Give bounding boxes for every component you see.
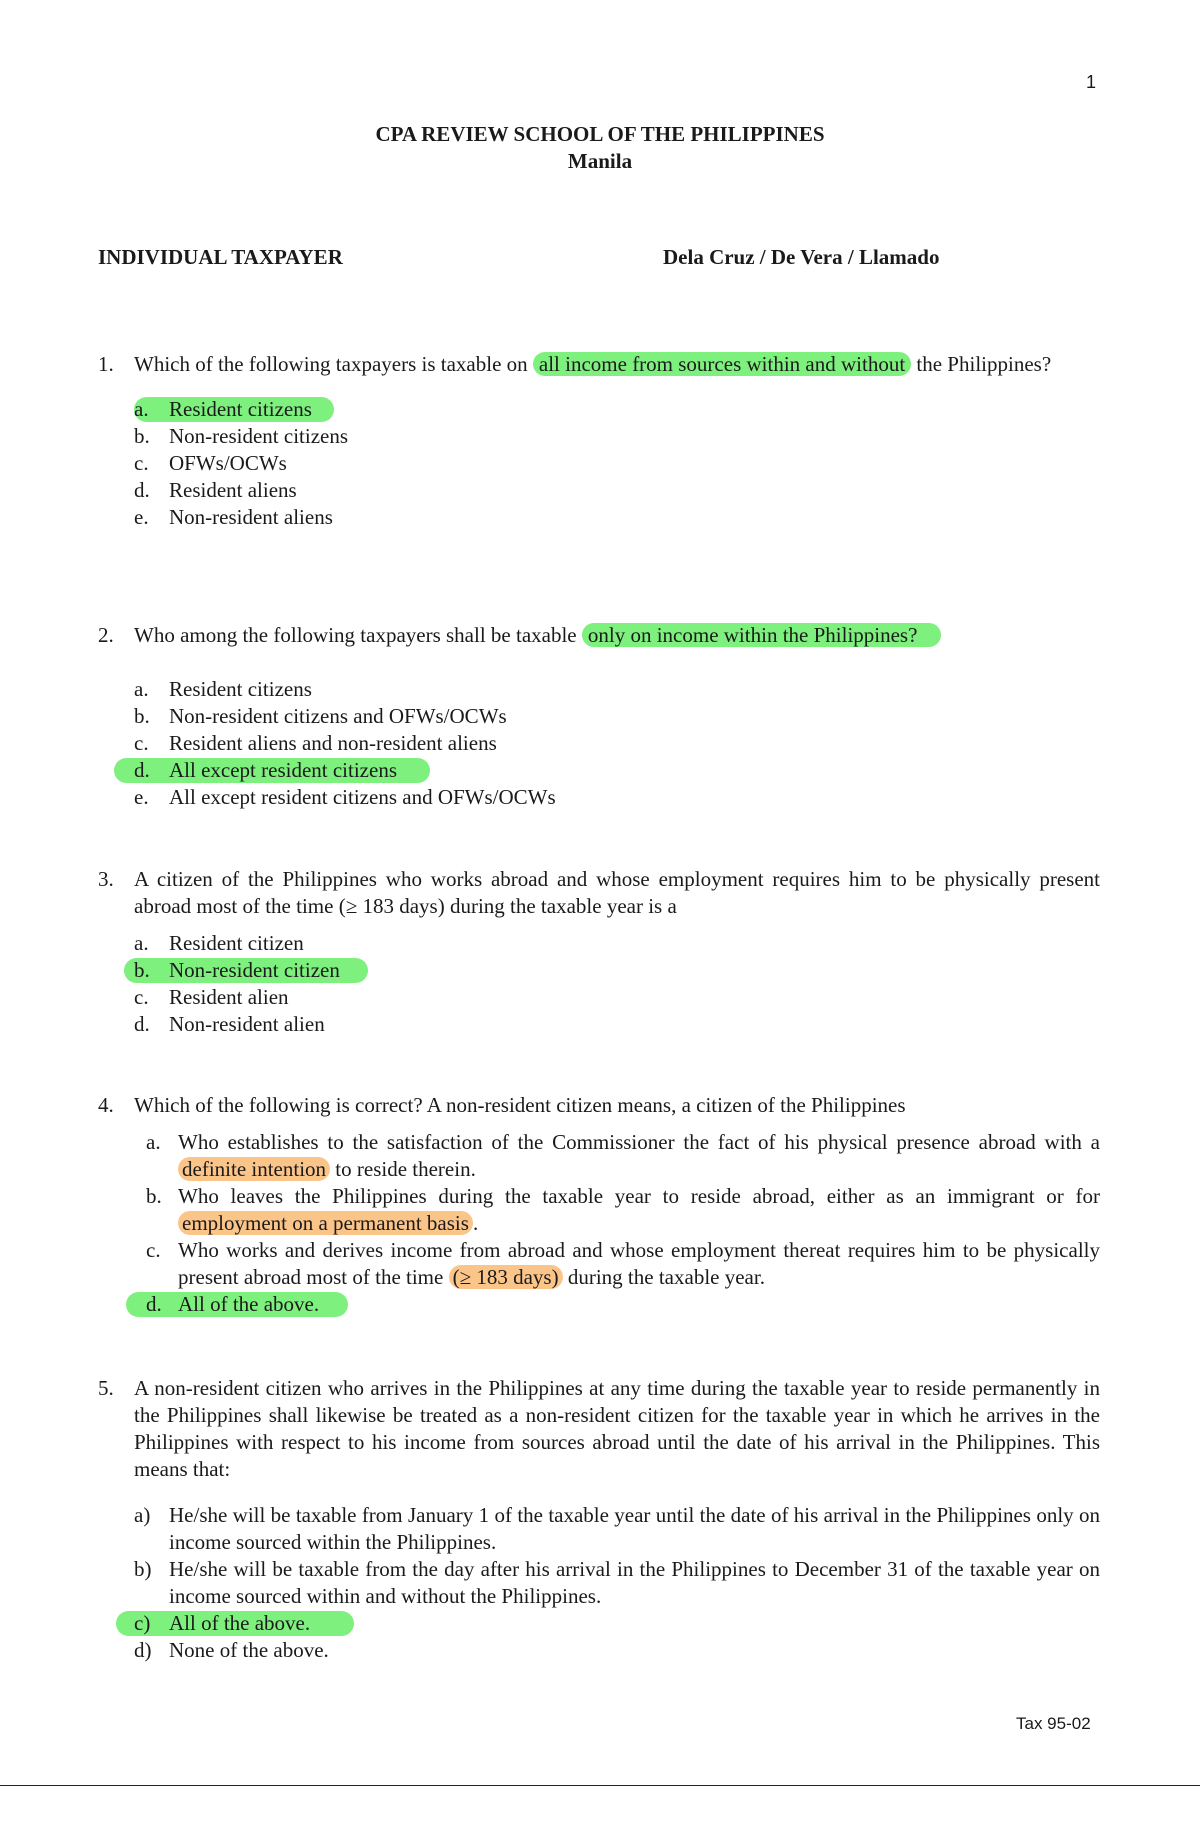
page-number: 1 xyxy=(1086,72,1097,92)
choice-c[interactable]: c) All of the above. xyxy=(134,1610,1100,1637)
choice-b[interactable]: b. Non-resident citizen xyxy=(134,957,1100,984)
choice-e[interactable]: e. All except resident citizens and OFWs/OCWs xyxy=(134,785,556,809)
highlight-green: only on income within the Philippines? xyxy=(582,623,942,647)
choice-d[interactable]: d. Non-resident alien xyxy=(134,1012,325,1036)
choice-b[interactable]: b) He/she will be taxable from the day after his arrival in the Philippines to December 31 of the taxable year on income sourced within and without the Philippines. xyxy=(134,1557,1100,1608)
choice-d[interactable]: d. All except resident citizens xyxy=(134,757,1100,784)
highlight-orange: definite intention xyxy=(178,1157,330,1181)
question-text: Which of the following is correct? A non-resident citizen means, a citizen of the Philippines xyxy=(134,1093,906,1117)
school-name: CPA REVIEW SCHOOL OF THE PHILIPPINES xyxy=(375,122,825,146)
question-2 xyxy=(98,622,1100,832)
choice-list xyxy=(134,1502,1100,1664)
choice-b[interactable]: b. Non-resident citizens xyxy=(134,424,349,448)
choice-c[interactable]: c. Resident alien xyxy=(134,985,289,1009)
question-number: 4. xyxy=(98,1093,114,1117)
authors: Dela Cruz / De Vera / Llamado xyxy=(663,245,940,269)
highlight-orange: employment on a permanent basis xyxy=(178,1211,473,1235)
footer-divider xyxy=(0,1785,1200,1786)
choice-c[interactable]: c. OFWs/OCWs xyxy=(134,451,287,475)
choice-a[interactable]: a. Resident citizens xyxy=(134,396,1100,423)
question-text: A citizen of the Philippines who works abroad and whose employment requires him to be physically present abroad most of the time (≥ 183 days) during the taxable year is a xyxy=(134,867,1100,918)
choice-list xyxy=(134,396,1100,531)
highlight-green: all income from sources within and without xyxy=(533,352,911,376)
question-text: A non-resident citizen who arrives in the Philippines at any time during the taxable year to reside permanently in the Philippines shall likewise be treated as a non-resident citizen for the taxable year in which he arrives in the Philippines with respect to his income from sources abroad until the date of his arrival in the Philippines. This means that: xyxy=(134,1376,1100,1481)
question-5 xyxy=(98,1375,1100,1685)
question-1 xyxy=(98,351,1100,552)
choice-d[interactable]: d. All of the above. xyxy=(134,1291,1100,1318)
question-number: 1. xyxy=(98,352,114,376)
question-text: Who among the following taxpayers shall be taxable only on income within the Philippines? xyxy=(134,622,1100,649)
highlight-orange: (≥ 183 days) xyxy=(449,1265,563,1289)
document-header xyxy=(0,122,1200,174)
choice-e[interactable]: e. Non-resident aliens xyxy=(134,505,333,529)
choice-c[interactable]: c. Resident aliens and non-resident aliens xyxy=(134,731,497,755)
choice-a[interactable]: a. Resident citizens xyxy=(134,677,312,701)
choice-d[interactable]: d. Resident aliens xyxy=(134,478,297,502)
choice-a[interactable]: a. Resident citizen xyxy=(134,931,304,955)
question-3 xyxy=(98,866,1100,1059)
choice-a[interactable]: a) He/she will be taxable from January 1 of the taxable year until the date of his arrival in the Philippines only on income sourced within the Philippines. xyxy=(134,1503,1100,1554)
choice-b[interactable]: b. Non-resident citizens and OFWs/OCWs xyxy=(134,704,507,728)
choice-list xyxy=(134,676,1100,811)
school-city: Manila xyxy=(567,149,633,173)
choice-a[interactable]: a. Who establishes to the satisfaction of the Commissioner the fact of his physical presence abroad with a definite intention to reside therein. xyxy=(146,1130,1100,1181)
footer-code: Tax 95-02 xyxy=(1016,1714,1091,1733)
question-number: 2. xyxy=(98,623,114,647)
question-number: 5. xyxy=(98,1376,114,1400)
choice-c[interactable]: c. Who works and derives income from abroad and whose employment thereat requires him to be physically present abroad most of the time (≥ 183 days) during the taxable year. xyxy=(146,1238,1100,1289)
choice-list xyxy=(134,930,1100,1038)
question-4 xyxy=(98,1092,1100,1339)
question-text: Which of the following taxpayers is taxable on all income from sources within and without the Philippines? xyxy=(134,352,1052,376)
choice-d[interactable]: d) None of the above. xyxy=(134,1638,329,1662)
choice-b[interactable]: b. Who leaves the Philippines during the taxable year to reside abroad, either as an immigrant or for employment on a permanent basis . xyxy=(146,1184,1100,1235)
subject-title: INDIVIDUAL TAXPAYER xyxy=(98,245,343,269)
choice-list xyxy=(134,1129,1100,1318)
question-number: 3. xyxy=(98,867,114,891)
